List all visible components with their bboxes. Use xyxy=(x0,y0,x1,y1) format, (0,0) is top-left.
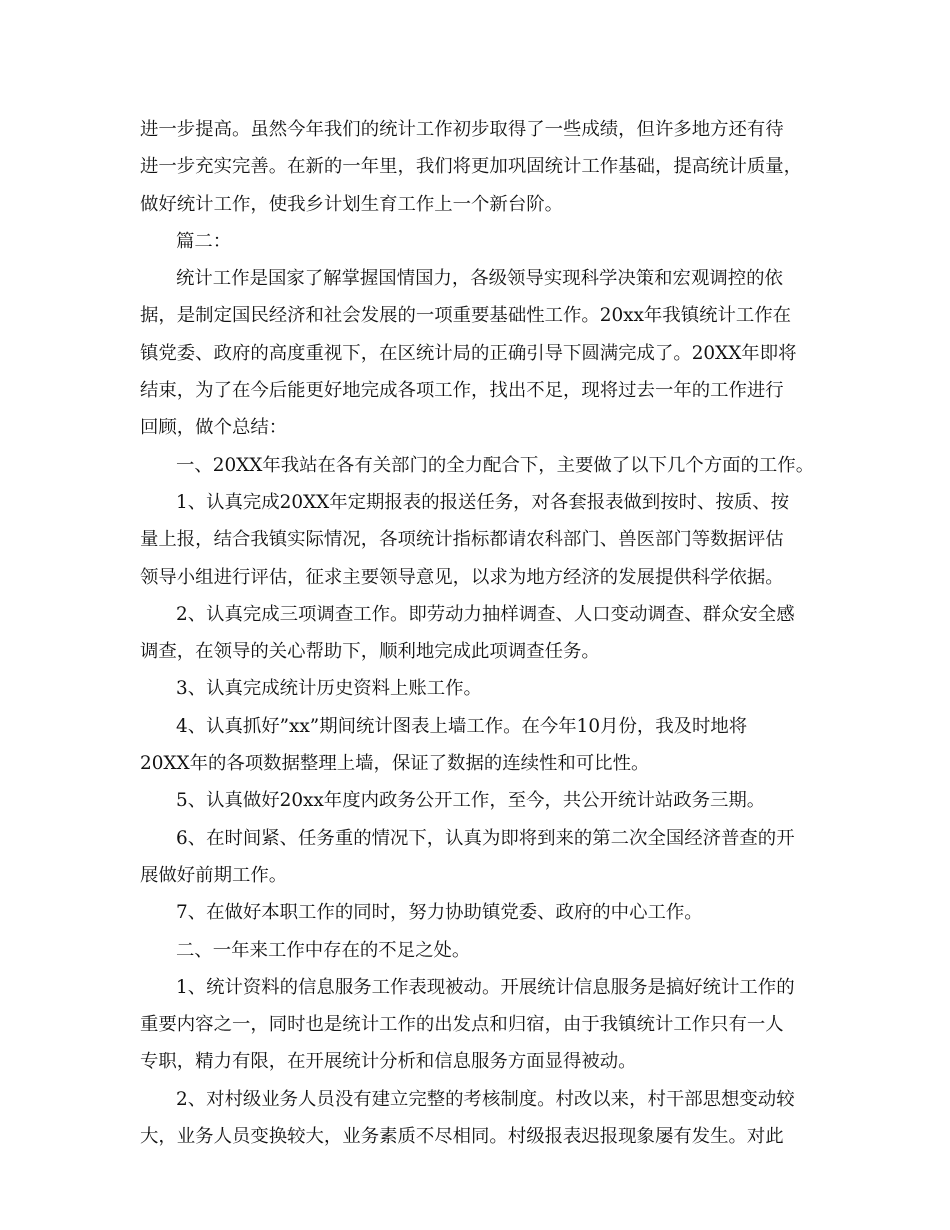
text-line: 一、20XX年我站在各有关部门的全力配合下，主要做了以下几个方面的工作。 xyxy=(176,454,815,476)
text-line: 二、一年来工作中存在的不足之处。 xyxy=(176,939,471,961)
text-line: 进一步充实完善。在新的一年里，我们将更加巩固统计工作基础，提高统计质量， xyxy=(140,156,803,178)
text-line: 结束，为了在今后能更好地完成各项工作，找出不足，现将过去一年的工作进行 xyxy=(140,380,784,402)
text-line: 5、认真做好20xx年度内政务公开工作，至今，共公开统计站政务三期。 xyxy=(176,790,766,812)
text-line: 回顾，做个总结： xyxy=(140,417,288,439)
text-line: 1、认真完成20XX年定期报表的报送任务，对各套报表做到按时、按质、按 xyxy=(176,491,790,513)
text-line: 2、对村级业务人员没有建立完整的考核制度。村改以来，村干部思想变动较 xyxy=(176,1088,795,1110)
text-line: 进一步提高。虽然今年我们的统计工作初步取得了一些成绩，但许多地方还有待 xyxy=(140,119,784,140)
text-line: 3、认真完成统计历史资料上账工作。 xyxy=(176,678,482,700)
text-line: 4、认真抓好”xx”期间统计图表上墙工作。在今年10月份，我及时地将 xyxy=(176,715,748,737)
text-line: 篇二： xyxy=(176,230,232,252)
text-line: 重要内容之一，同时也是统计工作的出发点和归宿，由于我镇统计工作只有一人 xyxy=(140,1014,784,1036)
text-line: 2、认真完成三项调查工作。即劳动力抽样调查、人口变动调查、群众安全感 xyxy=(176,603,795,625)
text-line: 领导小组进行评估，征求主要领导意见，以求为地方经济的发展提供科学依据。 xyxy=(140,566,784,588)
text-line: 1、统计资料的信息服务工作表现被动。开展统计信息服务是搞好统计工作的 xyxy=(176,976,795,998)
text-line: 量上报，结合我镇实际情况，各项统计指标都请农科部门、兽医部门等数据评估 xyxy=(140,529,784,551)
text-line: 20XX年的各项数据整理上墙，保证了数据的连续性和可比性。 xyxy=(140,753,650,775)
text-line: 据，是制定国民经济和社会发展的一项重要基础性工作。20xx年我镇统计工作在 xyxy=(140,305,792,327)
text-line: 专职，精力有限，在开展统计分析和信息服务方面显得被动。 xyxy=(140,1051,637,1073)
text-line: 展做好前期工作。 xyxy=(140,864,288,886)
text-line: 统计工作是国家了解掌握国情国力，各级领导实现科学决策和宏观调控的依 xyxy=(176,268,783,290)
text-line: 6、在时间紧、任务重的情况下，认真为即将到来的第二次全国经济普查的开 xyxy=(176,827,795,849)
document-body xyxy=(140,111,815,1155)
text-line: 做好统计工作，使我乡计划生育工作上一个新台阶。 xyxy=(140,193,563,215)
text-line: 大，业务人员变换较大，业务素质不尽相同。村级报表迟报现象屡有发生。对此 xyxy=(140,1126,784,1148)
text-line: 调查，在领导的关心帮助下，顺利地完成此项调查任务。 xyxy=(140,641,600,663)
text-line: 镇党委、政府的高度重视下，在区统计局的正确引导下圆满完成了。20XX年即将 xyxy=(140,342,797,364)
text-line: 7、在做好本职工作的同时，努力协助镇党委、政府的中心工作。 xyxy=(176,902,703,924)
